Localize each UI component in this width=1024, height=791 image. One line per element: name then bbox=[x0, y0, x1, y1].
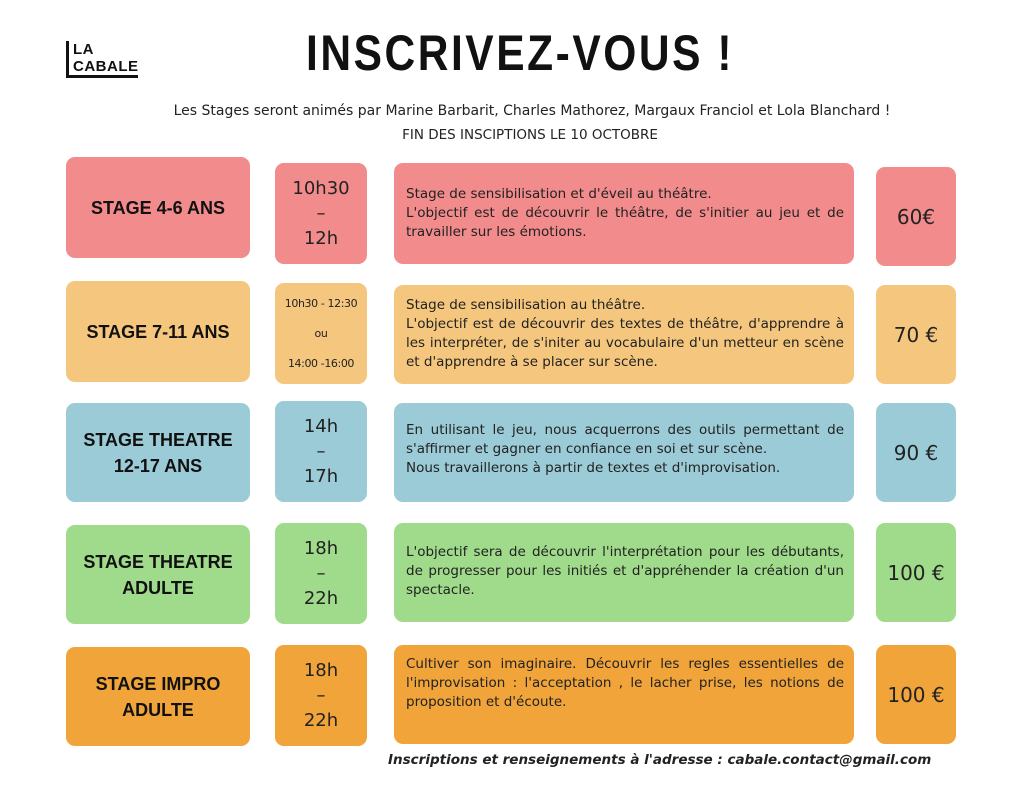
stage-description-box bbox=[394, 523, 854, 622]
logo-line-2: CABALE bbox=[73, 58, 139, 75]
stage-description-box bbox=[394, 163, 854, 264]
stage-price-box bbox=[876, 285, 956, 384]
stage-name-line: STAGE THEATRE bbox=[83, 429, 233, 450]
stage-name-line: STAGE THEATRE bbox=[83, 551, 233, 572]
stage-time-box bbox=[275, 163, 367, 264]
logo-line-1: LA bbox=[73, 41, 94, 58]
stage-price-box bbox=[876, 167, 956, 266]
time-line: – bbox=[316, 203, 326, 224]
stage-price-box bbox=[876, 645, 956, 744]
stage-price: 90 € bbox=[893, 440, 939, 465]
stage-name-line: STAGE 7-11 ANS bbox=[86, 321, 230, 342]
stage-description: Stage de sensibilisation et d'éveil au théâtre. L'objectif est de découvrir le théâtre, de s'initier au jeu et de travailler sur les émotions. bbox=[406, 186, 844, 240]
stage-time-box bbox=[275, 283, 367, 384]
stage-description: En utilisant le jeu, nous acquerrons des outils permettant de s'affirmer et gagner en confiance en soi et sur scène. Nous travaillerons à partir de textes et d'improvisation. bbox=[406, 422, 844, 476]
time-line: 10h30 bbox=[292, 178, 350, 199]
time-line: 22h bbox=[303, 710, 339, 731]
time-line: 10h30 - 12:30 bbox=[284, 296, 358, 310]
stage-price: 70 € bbox=[893, 322, 939, 347]
stage-name-box bbox=[66, 281, 250, 382]
stage-time-box bbox=[275, 401, 367, 502]
stage-price-box bbox=[876, 523, 956, 622]
stage-time-box bbox=[275, 645, 367, 746]
time-line: 12h bbox=[303, 228, 339, 249]
stage-price-box bbox=[876, 403, 956, 502]
stage-name-box bbox=[66, 403, 250, 502]
stage-description-box bbox=[394, 403, 854, 502]
stage-price: 100 € bbox=[887, 682, 945, 707]
time-line: – bbox=[316, 563, 326, 584]
contact-footer: Inscriptions et renseignements à l'adresse : cabale.contact@gmail.com bbox=[388, 752, 932, 768]
stage-name-box bbox=[66, 525, 250, 624]
stage-name-line: STAGE 4-6 ANS bbox=[90, 197, 226, 218]
time-line: 18h bbox=[303, 538, 339, 559]
stage-description-box bbox=[394, 645, 854, 744]
stage-name-line: ADULTE bbox=[122, 699, 194, 720]
stage-name-line: 12-17 ANS bbox=[113, 455, 203, 476]
page-title: INSCRIVEZ-VOUS ! bbox=[305, 25, 735, 81]
la-cabale-logo bbox=[66, 41, 138, 78]
stage-name-box bbox=[66, 647, 250, 746]
subtitle: Les Stages seront animés par Marine Barbarit, Charles Mathorez, Margaux Franciol et Lola Blanchard ! bbox=[173, 103, 891, 119]
stage-price: 100 € bbox=[887, 560, 945, 585]
stage-description: Cultiver son imaginaire. Découvrir les regles essentielles de l'improvisation : l'acceptation , le lacher prise, les notions de proposition et d'écoute. bbox=[406, 656, 844, 710]
time-line: – bbox=[316, 441, 326, 462]
time-line: ou bbox=[314, 326, 328, 340]
time-line: – bbox=[316, 685, 326, 706]
stage-name-box bbox=[66, 157, 250, 258]
time-line: 22h bbox=[303, 588, 339, 609]
stage-price: 60€ bbox=[896, 204, 936, 229]
time-line: 14h bbox=[303, 416, 339, 437]
registration-deadline: FIN DES INSCIPTIONS LE 10 OCTOBRE bbox=[402, 127, 658, 143]
stage-description: Stage de sensibilisation au théâtre. L'objectif est de découvrir des textes de théâtre, d'apprendre à les interpréter, de s'initer au vocabulaire d'un metteur en scène et d'apprendre à se placer sur scène. bbox=[406, 297, 844, 370]
stage-description-box bbox=[394, 285, 854, 384]
time-line: 17h bbox=[303, 466, 339, 487]
stage-description: L'objectif sera de découvrir l'interprétation pour les débutants, de progresser pour les initiés et d'appréhender la création d'un spectacle. bbox=[406, 544, 844, 598]
time-line: 14:00 -16:00 bbox=[287, 356, 355, 370]
time-line: 18h bbox=[303, 660, 339, 681]
stage-time-box bbox=[275, 523, 367, 624]
stage-name-line: ADULTE bbox=[122, 577, 194, 598]
stage-name-line: STAGE IMPRO bbox=[95, 673, 221, 694]
